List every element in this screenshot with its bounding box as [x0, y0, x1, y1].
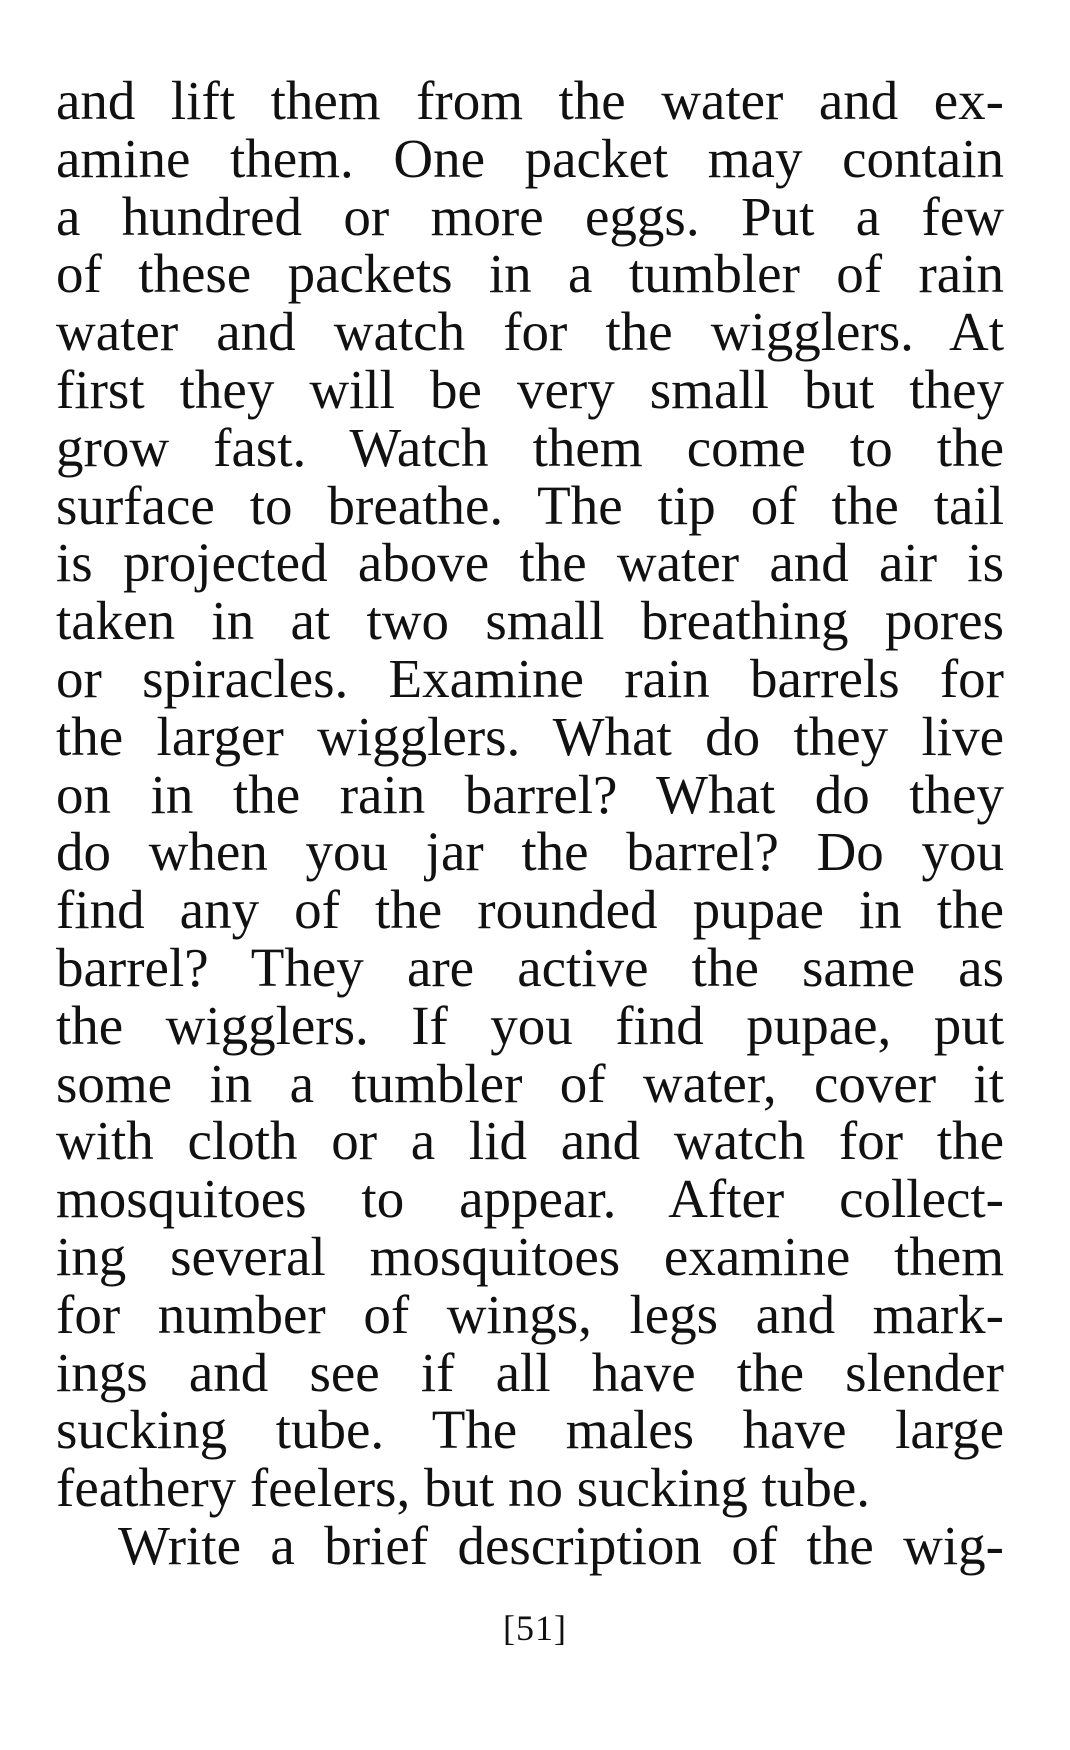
text-line: ings and see if all have the slender: [56, 1341, 1004, 1403]
body-text: [56, 72, 1004, 1575]
text-line: the wigglers. If you find pupae, put: [56, 994, 1004, 1056]
paragraph-start-line: Write a brief description of the wig-: [118, 1514, 1004, 1576]
text-line: water and watch for the wigglers. At: [56, 301, 1004, 363]
text-line: ing several mosquitoes examine them: [56, 1225, 1004, 1287]
text-line: with cloth or a lid and watch for the: [56, 1110, 1004, 1172]
text-line: mosquitoes to appear. After collect-: [56, 1168, 1004, 1230]
text-line: on in the rain barrel? What do they: [56, 763, 1004, 825]
text-line: or spiracles. Examine rain barrels for: [56, 647, 1004, 709]
text-line: first they will be very small but they: [56, 358, 1004, 420]
text-line: do when you jar the barrel? Do you: [56, 821, 1004, 883]
text-line: find any of the rounded pupae in the: [56, 879, 1004, 941]
text-line: the larger wigglers. What do they live: [56, 705, 1004, 767]
text-line: barrel? They are active the same as: [56, 936, 1004, 998]
page-number: [51]: [503, 1608, 567, 1648]
text-line: of these packets in a tumbler of rain: [56, 243, 1004, 305]
text-line: some in a tumbler of water, cover it: [56, 1052, 1004, 1114]
text-line: and lift them from the water and ex-: [56, 70, 1004, 131]
text-line: amine them. One packet may contain: [56, 127, 1004, 189]
text-line: grow fast. Watch them come to the: [56, 416, 1004, 478]
text-line: feathery feelers, but no sucking tube.: [56, 1457, 871, 1519]
text-line: sucking tube. The males have large: [56, 1399, 1004, 1461]
text-line: a hundred or more eggs. Put a few: [56, 185, 1004, 247]
text-line: is projected above the water and air is: [56, 532, 1004, 594]
text-line: taken in at two small breathing pores: [56, 590, 1004, 652]
text-line: for number of wings, legs and mark-: [56, 1283, 1004, 1345]
text-line: surface to breathe. The tip of the tail: [56, 474, 1004, 536]
